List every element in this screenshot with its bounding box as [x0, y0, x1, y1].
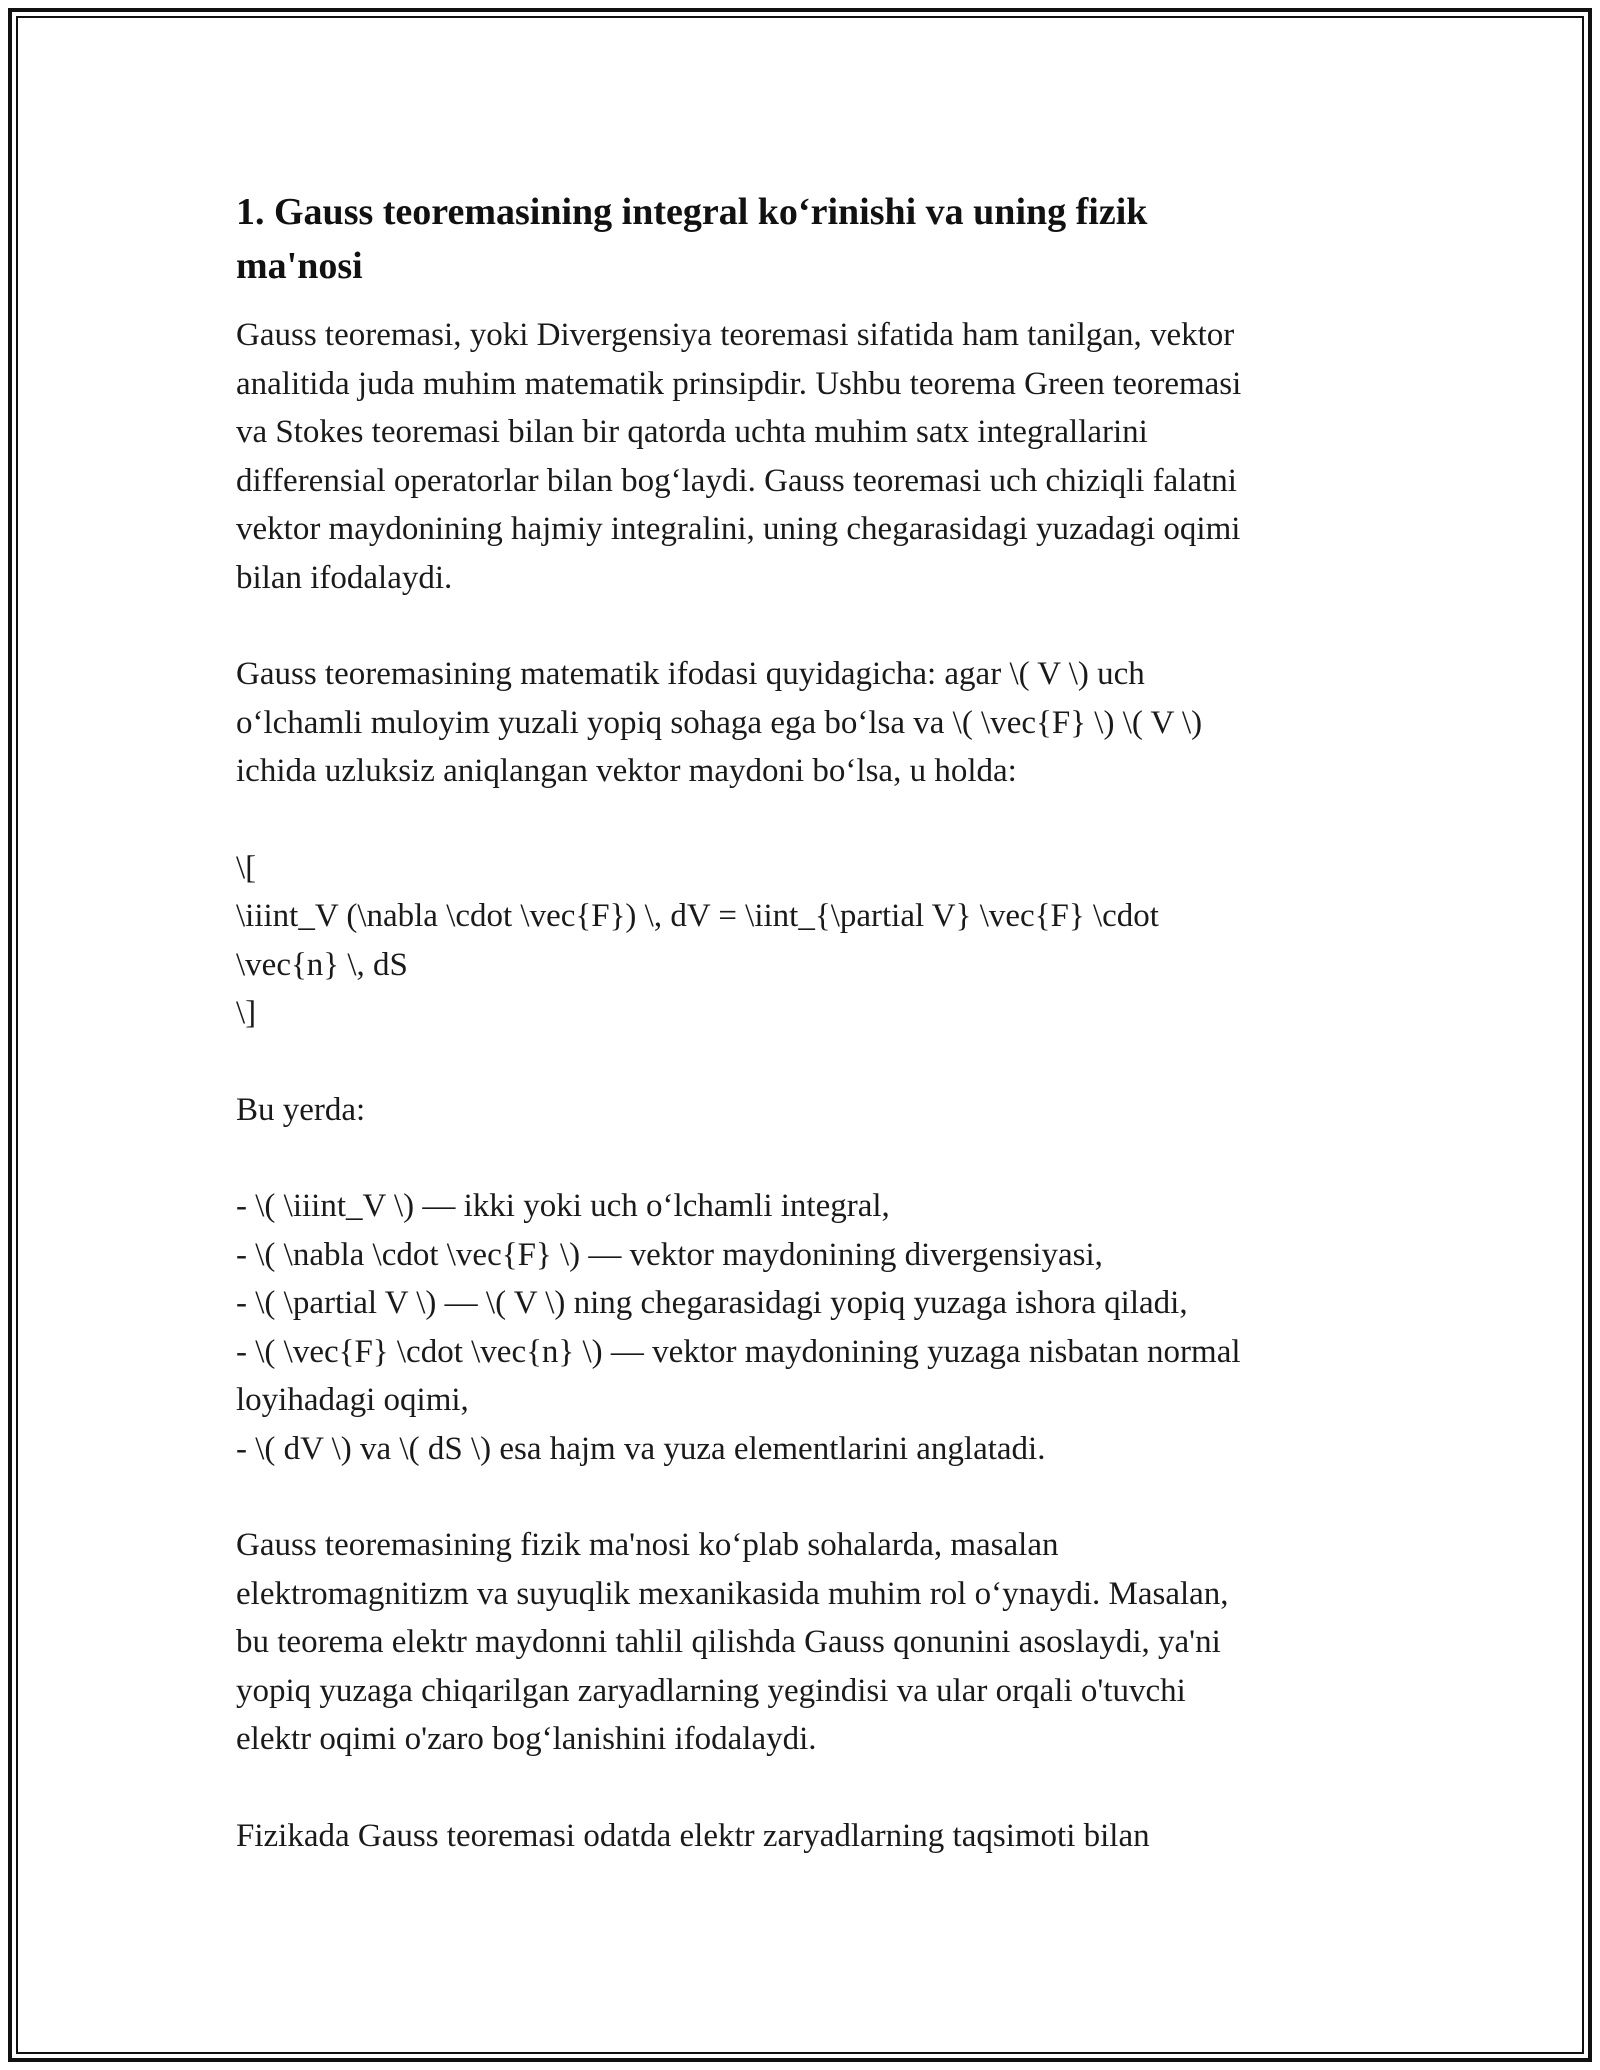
definition-item: - \( \iiint_V \) — ikki yoki uch o‘lchamli integral,	[236, 1188, 890, 1224]
section-heading: 1. Gauss teoremasining integral ko‘rinishi va uning fizik ma'nosi	[236, 191, 1148, 287]
gauss-formula: \[ \iiint_V (\nabla \cdot \vec{F}) \, dV = \iint_{\partial V} \vec{F} \cdot \vec{n} \, dS \]	[236, 849, 1159, 1031]
bu-yerda-label: Bu yerda:	[236, 1091, 366, 1128]
definition-item: - \( \partial V \) — \( V \) ning chegarasidagi yopiq yuzaga ishora qiladi,	[236, 1285, 1188, 1321]
definition-item: - \( \vec{F} \cdot \vec{n} \) — vektor maydonining yuzaga nisbatan normal loyihadagi oqimi,	[236, 1333, 1241, 1418]
intro-paragraph: Gauss teoremasi, yoki Divergensiya teoremasi sifatida ham tanilgan, vektor analitida juda muhim matematik prinsipdir. Ushbu teorema Green teoremasi va Stokes teoremasi bilan bir qatorda uchta muhim satx integrallarini differensial operatorlar bilan bog‘laydi. Gauss teoremasi uch chiziqli falatni vektor maydonining hajmiy integralini, uning chegarasidagi yuzadagi oqimi bilan ifodalaydi.	[236, 317, 1242, 596]
physical-meaning-paragraph: Gauss teoremasining fizik ma'nosi ko‘plab sohalarda, masalan elektromagnitizm va suyuqlik mexanikasida muhim rol o‘ynaydi. Masalan, bu teorema elektr maydonni tahlil qilishda Gauss qonunini asoslaydi, ya'ni yopiq yuzaga chiqarilgan zaryadlarning yegindisi va ular orqali o'tuvchi elektr oqimi o'zaro bog‘lanishini ifodalaydi.	[236, 1527, 1229, 1757]
math-statement-paragraph: Gauss teoremasining matematik ifodasi quyidagicha: agar \( V \) uch o‘lchamli muloyim yuzali yopiq sohaga ega bo‘lsa va \( \vec{F} \) \( V \) ichida uzluksiz aniqlangan vektor maydoni bo‘lsa, u holda:	[236, 656, 1203, 789]
physics-paragraph: Fizikada Gauss teoremasi odatda elektr zaryadlarning taqsimoti bilan	[236, 1817, 1150, 1854]
definition-item: - \( \nabla \cdot \vec{F} \) — vektor maydonining divergensiyasi,	[236, 1236, 1103, 1273]
definitions-list	[236, 1182, 1376, 1473]
document-page	[236, 185, 1376, 1908]
definition-item: - \( dV \) va \( dS \) esa hajm va yuza elementlarini anglatadi.	[236, 1430, 1046, 1467]
